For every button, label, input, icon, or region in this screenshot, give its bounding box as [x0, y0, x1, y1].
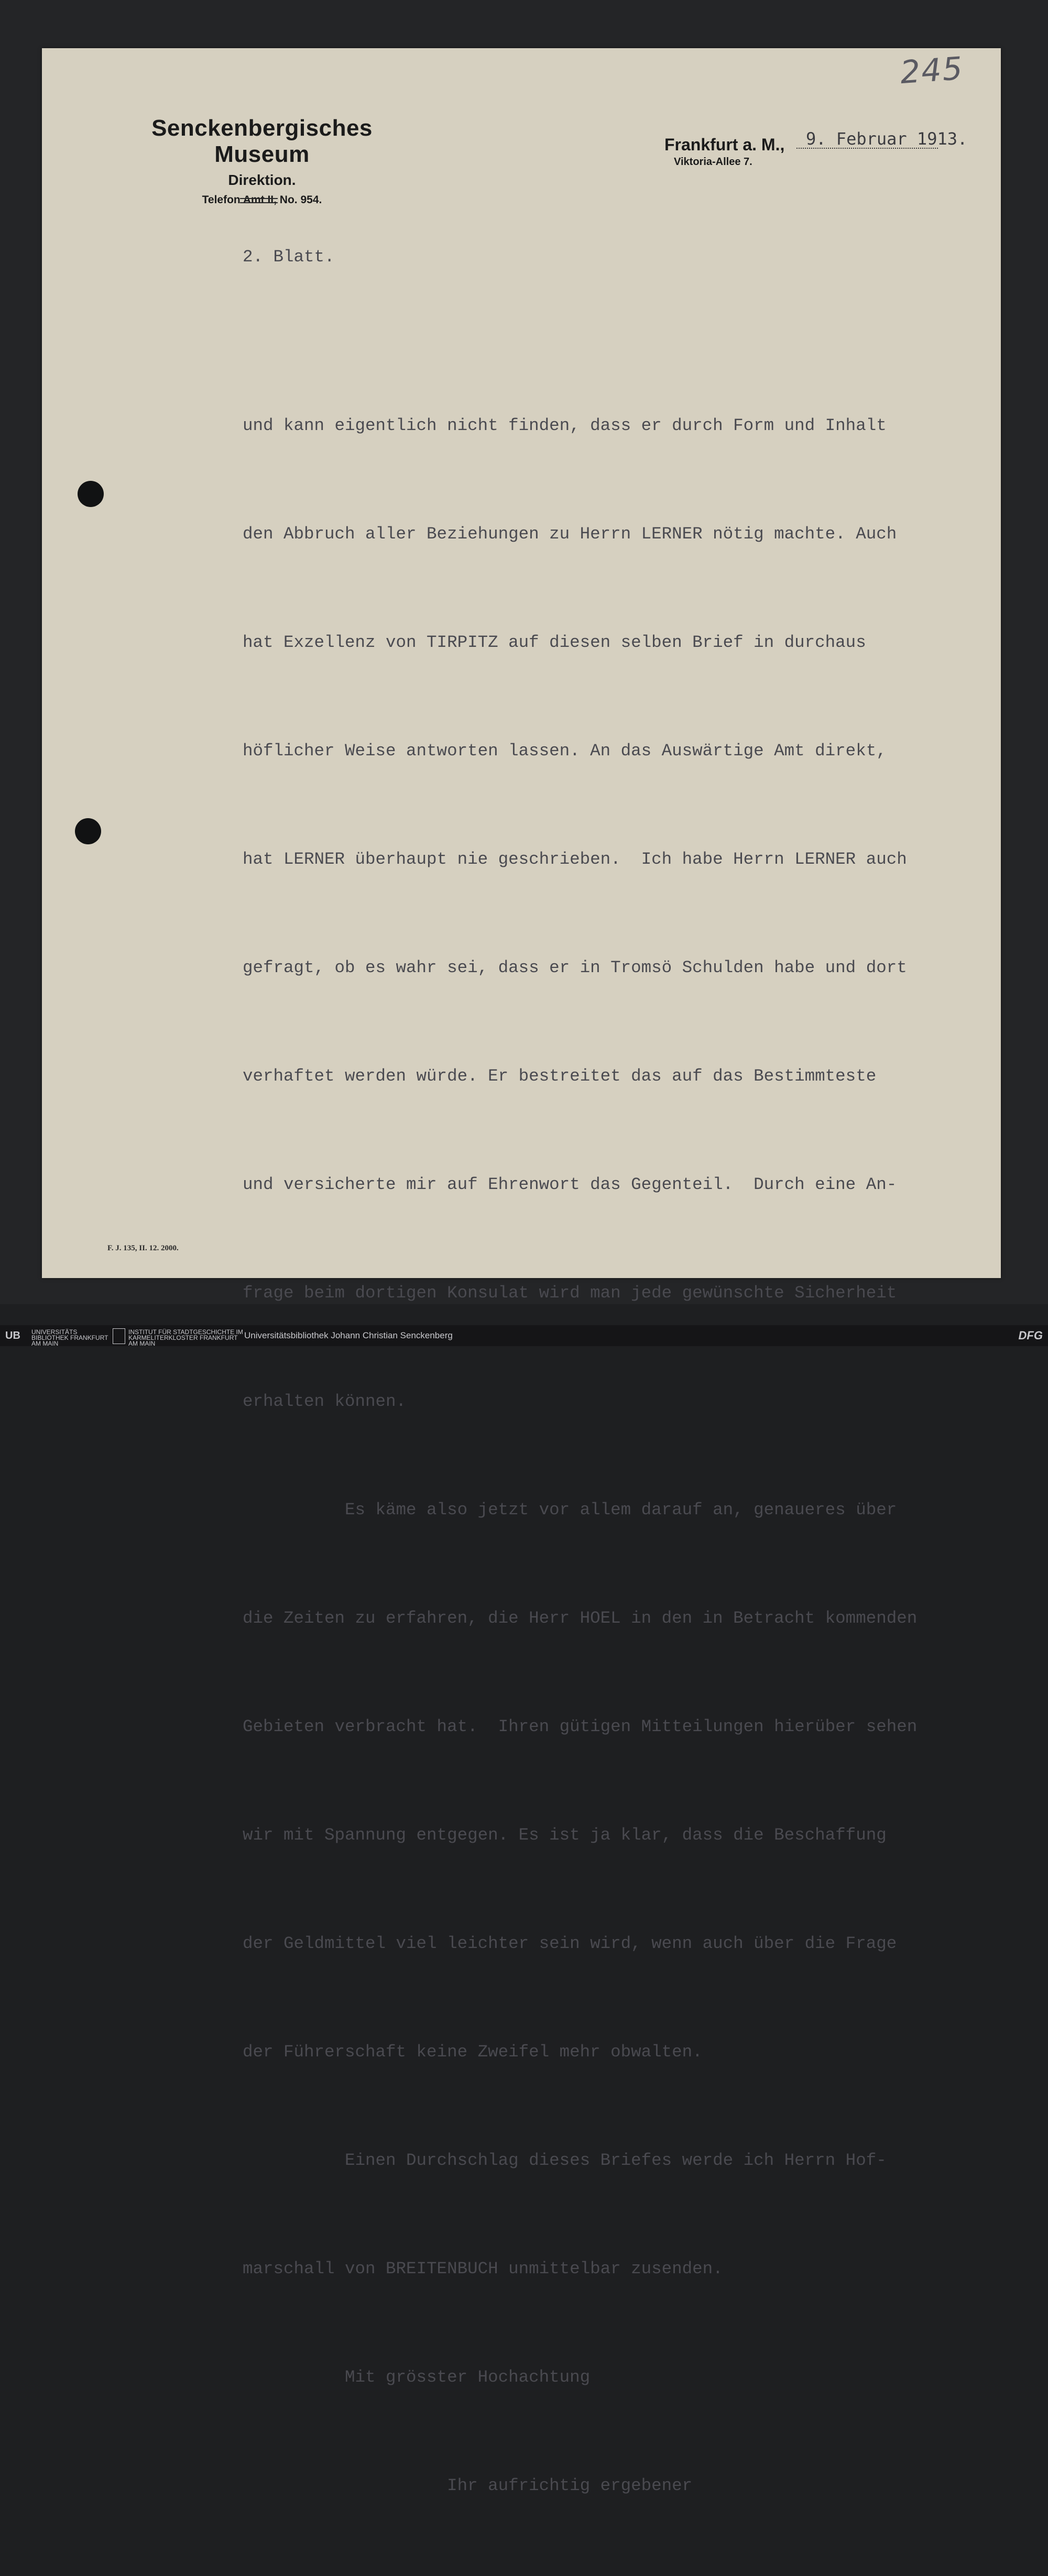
body-line: frage beim dortigen Konsulat wird man jede gewünschte Sicherheit: [243, 1283, 897, 1303]
library-caption: Universitätsbibliothek Johann Christian Senckenberg: [244, 1330, 453, 1340]
letterhead-sender: [105, 115, 419, 206]
body-line: hat LERNER überhaupt nie geschrieben. Ich habe Herrn LERNER auch: [243, 850, 907, 869]
punch-hole-lower: [75, 818, 101, 844]
body-line: und kann eigentlich nicht finden, dass er durch Form und Inhalt: [243, 416, 887, 435]
body-line: den Abbruch aller Beziehungen zu Herrn LERNER nötig machte. Auch: [243, 524, 897, 544]
department-name: Direktion.: [228, 172, 296, 188]
body-line: Ihr aufrichtig ergebener: [243, 2476, 693, 2495]
body-line: Mit grösster Hochachtung: [243, 2368, 591, 2387]
letter-body: [243, 335, 917, 2576]
letterhead-address: Viktoria-Allee 7.: [674, 156, 752, 168]
body-line: der Geldmittel viel leichter sein wird, wenn auch über die Frage: [243, 1934, 897, 1953]
bottom-credit-bar: [0, 1325, 1048, 1346]
phone-number: Telefon Amt II, No. 954.: [202, 194, 322, 206]
sheet-label: 2. Blatt.: [243, 247, 335, 267]
body-line: erhalten können.: [243, 1392, 407, 1411]
letter-date: 9. Februar 1913.: [806, 129, 968, 149]
body-line: Gebieten verbracht hat. Ihren gütigen Mitteilungen hierüber sehen: [243, 1717, 918, 1736]
ub-logo: UB: [5, 1330, 20, 1341]
body-line: Einen Durchschlag dieses Briefes werde ich Herrn Hof-: [243, 2151, 887, 2170]
body-line: hat Exzellenz von TIRPITZ auf diesen selben Brief in durchaus: [243, 633, 866, 652]
body-line: gefragt, ob es wahr sei, dass er in Tromsö Schulden habe und dort: [243, 958, 907, 977]
body-line: Es käme also jetzt vor allem darauf an, genaueres über: [243, 1500, 897, 1520]
isg-institution-text: INSTITUT FÜR STADTGESCHICHTE IM KARMELITERKLOSTER FRANKFURT AM MAIN: [128, 1328, 243, 1347]
isg-logo-icon: [113, 1328, 125, 1344]
body-line: wir mit Spannung entgegen. Es ist ja klar, dass die Beschaffung: [243, 1825, 887, 1845]
handwritten-page-number: 245: [899, 50, 965, 92]
letterhead-divider: [240, 198, 278, 203]
body-line: und versicherte mir auf Ehrenwort das Gegenteil. Durch eine An-: [243, 1175, 897, 1194]
body-line: die Zeiten zu erfahren, die Herr HOEL in den in Betracht kommenden: [243, 1609, 918, 1628]
body-line: der Führerschaft keine Zweifel mehr obwalten.: [243, 2042, 703, 2062]
body-line: verhaftet werden würde. Er bestreitet das auf das Bestimmteste: [243, 1066, 877, 1086]
body-line: höflicher Weise antworten lassen. An das Auswärtige Amt direkt,: [243, 741, 887, 761]
museum-name: Senckenbergisches Museum: [151, 115, 373, 167]
letterhead-city: Frankfurt a. M.,: [664, 135, 785, 154]
punch-hole-upper: [78, 481, 104, 507]
form-code: F. J. 135, II. 12. 2000.: [107, 1244, 179, 1252]
dfg-logo: DFG: [1018, 1329, 1043, 1342]
ub-institution-text: UNIVERSITÄTS BIBLIOTHEK FRANKFURT AM MAIN: [31, 1328, 108, 1347]
body-line: marschall von BREITENBUCH unmittelbar zusenden.: [243, 2259, 723, 2278]
